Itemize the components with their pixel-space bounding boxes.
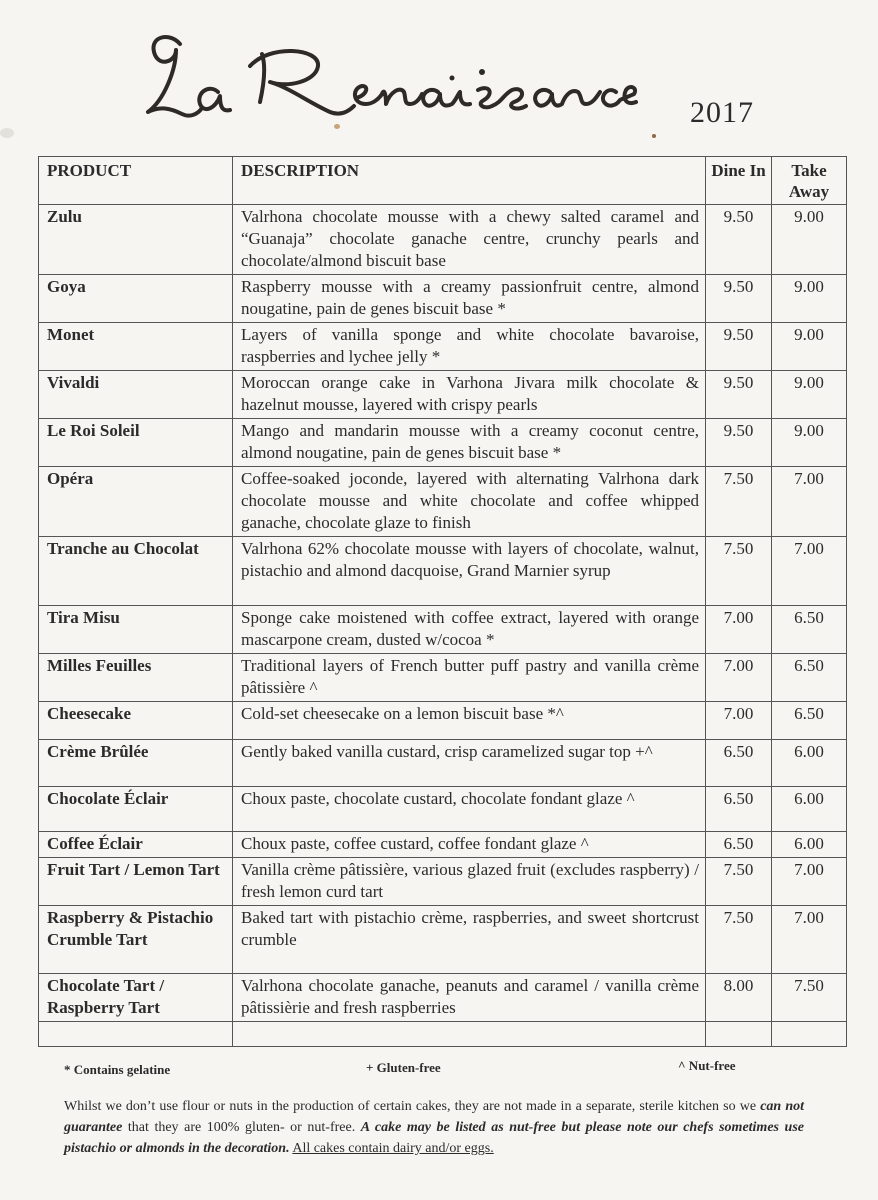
la-renaissance-logo (140, 22, 640, 132)
product-description: Valrhona 62% chocolate mousse with layers of chocolate, walnut, pistachio and almond dacquoise, Grand Marnier syrup (233, 537, 706, 606)
table-row (39, 371, 847, 419)
price-dine-in: 9.50 (706, 419, 772, 467)
price-take-away (772, 1022, 847, 1047)
column-header-dine-in: Dine In (706, 157, 772, 205)
price-dine-in: 9.50 (706, 205, 772, 275)
product-description: Layers of vanilla sponge and white chocolate bavaroise, raspberries and lychee jelly * (233, 323, 706, 371)
price-dine-in: 6.50 (706, 787, 772, 832)
price-dine-in: 7.00 (706, 606, 772, 654)
disclaimer-bold-italic: A cake may be listed as nut-free but please note our chefs sometimes use pistachio or almonds in the decoration. (64, 1120, 804, 1156)
product-description: Sponge cake moistened with coffee extract, layered with orange mascarpone cream, dusted w/cocoa * (233, 606, 706, 654)
price-dine-in: 9.50 (706, 275, 772, 323)
product-name: Chocolate Tart / Raspberry Tart (39, 974, 233, 1022)
product-name: Opéra (39, 467, 233, 537)
column-header-description: DESCRIPTION (233, 157, 706, 205)
table-row (39, 467, 847, 537)
price-dine-in: 8.00 (706, 974, 772, 1022)
price-take-away: 6.50 (772, 702, 847, 740)
price-take-away: 7.50 (772, 974, 847, 1022)
price-dine-in: 7.50 (706, 537, 772, 606)
product-description: Choux paste, coffee custard, coffee fondant glaze ^ (233, 832, 706, 858)
column-header-product: PRODUCT (39, 157, 233, 205)
product-description: Moroccan orange cake in Varhona Jivara milk chocolate & hazelnut mousse, layered with crispy pearls (233, 371, 706, 419)
price-take-away: 9.00 (772, 205, 847, 275)
price-take-away: 9.00 (772, 419, 847, 467)
product-description: Traditional layers of French butter puff pastry and vanilla crème pâtissière ^ (233, 654, 706, 702)
price-take-away: 6.00 (772, 740, 847, 787)
product-description: Vanilla crème pâtissière, various glazed fruit (excludes raspberry) / fresh lemon curd tart (233, 858, 706, 906)
table-row (39, 974, 847, 1022)
price-dine-in (706, 1022, 772, 1047)
price-take-away: 6.50 (772, 606, 847, 654)
price-dine-in: 7.50 (706, 467, 772, 537)
table-row (39, 832, 847, 858)
disclaimer-text-1: Whilst we don’t use flour or nuts in the production of certain cakes, they are not made in a separate, sterile kitchen so we (64, 1099, 761, 1114)
price-dine-in: 7.00 (706, 702, 772, 740)
price-take-away: 6.00 (772, 832, 847, 858)
product-name: Crème Brûlée (39, 740, 233, 787)
legend-gelatine: * Contains gelatine (64, 1062, 171, 1077)
legend-nut-free: ^ Nut-free (678, 1058, 736, 1073)
price-dine-in: 7.50 (706, 858, 772, 906)
price-take-away: 9.00 (772, 371, 847, 419)
product-description (233, 1022, 706, 1047)
product-description: Raspberry mousse with a creamy passionfruit centre, almond nougatine, pain de genes biscuit base * (233, 275, 706, 323)
table-row (39, 606, 847, 654)
disclaimer-text-2: that they are 100% gluten- or nut-free. (122, 1120, 361, 1135)
table-row (39, 787, 847, 832)
allergen-disclaimer (64, 1096, 804, 1159)
price-dine-in: 7.50 (706, 906, 772, 974)
product-name: Milles Feuilles (39, 654, 233, 702)
table-row (39, 275, 847, 323)
table-row (39, 205, 847, 275)
table-row (39, 419, 847, 467)
price-take-away: 9.00 (772, 323, 847, 371)
product-description: Cold-set cheesecake on a lemon biscuit base *^ (233, 702, 706, 740)
product-name: Tira Misu (39, 606, 233, 654)
product-name (39, 1022, 233, 1047)
price-dine-in: 6.50 (706, 832, 772, 858)
price-take-away: 9.00 (772, 275, 847, 323)
price-dine-in: 9.50 (706, 371, 772, 419)
product-name: Raspberry & Pistachio Crumble Tart (39, 906, 233, 974)
menu-year: 2017 (690, 96, 754, 129)
product-name: Goya (39, 275, 233, 323)
table-row-empty (39, 1022, 847, 1047)
legend-gluten-free: + Gluten-free (366, 1060, 441, 1075)
table-row (39, 906, 847, 974)
table-row (39, 323, 847, 371)
product-name: Chocolate Éclair (39, 787, 233, 832)
product-name: Le Roi Soleil (39, 419, 233, 467)
paper-speck (652, 134, 656, 138)
table-row (39, 740, 847, 787)
price-take-away: 7.00 (772, 858, 847, 906)
price-take-away: 6.00 (772, 787, 847, 832)
price-take-away: 7.00 (772, 906, 847, 974)
product-name: Cheesecake (39, 702, 233, 740)
product-description: Mango and mandarin mousse with a creamy coconut centre, almond nougatine, pain de genes biscuit base * (233, 419, 706, 467)
table-row (39, 702, 847, 740)
table-row (39, 537, 847, 606)
price-take-away: 6.50 (772, 654, 847, 702)
price-dine-in: 6.50 (706, 740, 772, 787)
product-name: Monet (39, 323, 233, 371)
disclaimer-emphasis: can not guarantee (64, 1099, 805, 1135)
product-name: Coffee Éclair (39, 832, 233, 858)
product-description: Valrhona chocolate mousse with a chewy salted caramel and “Guanaja” chocolate ganache centre, crunchy pearls and chocolate/almond biscuit base (233, 205, 706, 275)
table-row (39, 858, 847, 906)
product-name: Tranche au Chocolat (39, 537, 233, 606)
table-header-row (39, 157, 847, 205)
product-description: Valrhona chocolate ganache, peanuts and caramel / vanilla crème pâtissièrie and fresh raspberries (233, 974, 706, 1022)
price-take-away: 7.00 (772, 467, 847, 537)
price-take-away: 7.00 (772, 537, 847, 606)
product-description: Coffee-soaked joconde, layered with alternating Valrhona dark chocolate mousse and white chocolate and coffee whipped ganache, chocolate glaze to finish (233, 467, 706, 537)
product-description: Baked tart with pistachio crème, raspberries, and sweet shortcrust crumble (233, 906, 706, 974)
column-header-take-away: Take Away (772, 157, 847, 205)
disclaimer-underlined: All cakes contain dairy and/or eggs. (292, 1141, 494, 1156)
price-dine-in: 7.00 (706, 654, 772, 702)
paper-speck (0, 128, 14, 138)
product-name: Fruit Tart / Lemon Tart (39, 858, 233, 906)
price-table (38, 156, 847, 1047)
product-description: Gently baked vanilla custard, crisp caramelized sugar top +^ (233, 740, 706, 787)
table-row (39, 654, 847, 702)
price-dine-in: 9.50 (706, 323, 772, 371)
product-description: Choux paste, chocolate custard, chocolate fondant glaze ^ (233, 787, 706, 832)
paper-speck (334, 124, 340, 129)
product-name: Vivaldi (39, 371, 233, 419)
product-name: Zulu (39, 205, 233, 275)
